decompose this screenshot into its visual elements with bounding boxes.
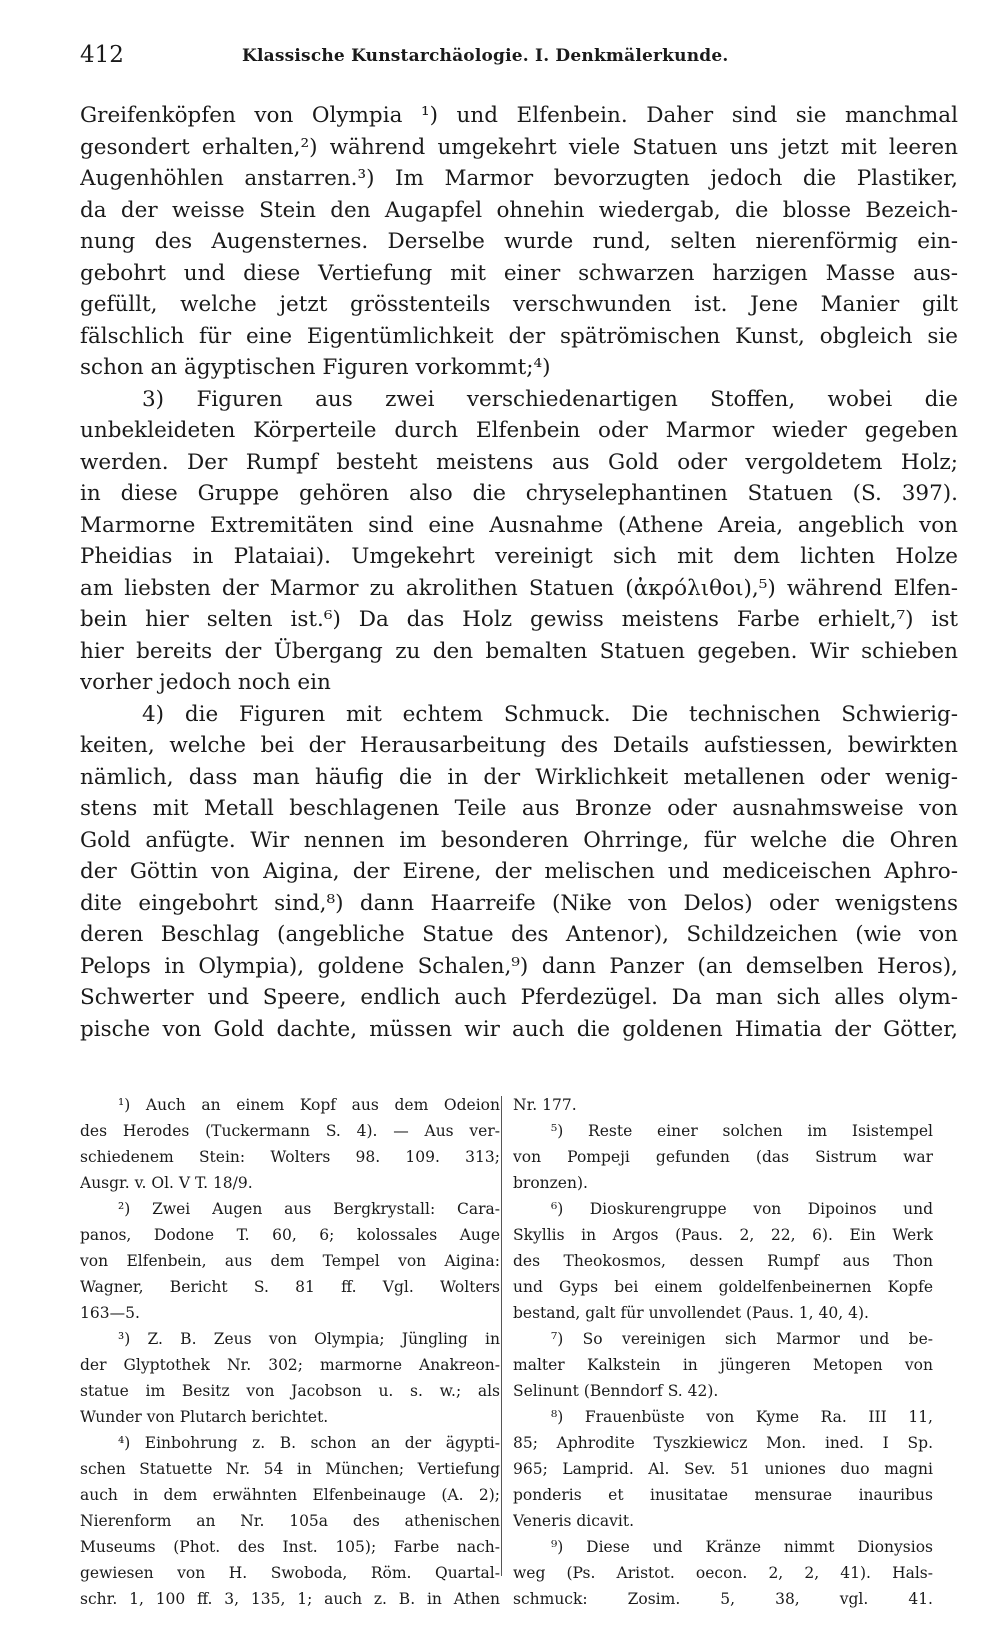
footnote-line: gewiesen von H. Swoboda, Röm. Quartal- (80, 1564, 500, 1582)
text-line: nämlich, dass man häufig die in der Wirklichkeit metallenen oder wenig- (80, 764, 958, 790)
text-line: da der weisse Stein den Augapfel ohnehin wiedergab, die blosse Bezeich- (80, 197, 958, 223)
footnote-line: ³) Z. B. Zeus von Olympia; Jüngling in (118, 1330, 500, 1348)
footnote-line: panos, Dodone T. 60, 6; kolossales Auge (80, 1226, 500, 1244)
footnote-line: bestand, galt für unvollendet (Paus. 1, 40, 4). (513, 1304, 869, 1322)
footnote-line: ¹) Auch an einem Kopf aus dem Odeion (118, 1096, 500, 1114)
text-line: werden. Der Rumpf besteht meistens aus Gold oder vergoldetem Holz; (80, 449, 958, 475)
footnote-line: Museums (Phot. des Inst. 105); Farbe nach- (80, 1538, 500, 1556)
column-divider (501, 1096, 502, 1576)
text-line: 3) Figuren aus zwei verschiedenartigen Stoffen, wobei die (142, 386, 958, 412)
footnote-line: Wagner, Bericht S. 81 ff. Vgl. Wolters (80, 1278, 500, 1296)
footnote-line: schr. 1, 100 ff. 3, 135, 1; auch z. B. in Athen (80, 1590, 500, 1608)
text-line: der Göttin von Aigina, der Eirene, der melischen und mediceischen Aphro- (80, 859, 958, 884)
footnote-line: von Pompeji gefunden (das Sistrum war (513, 1148, 933, 1166)
footnote-line: auch in dem erwähnten Elfenbeinauge (A. 2); (80, 1486, 500, 1504)
text-line: vorher jedoch noch ein (80, 670, 331, 695)
footnote-line: Wunder von Plutarch berichtet. (80, 1408, 329, 1426)
footnote-line: 85; Aphrodite Tyszkiewicz Mon. ined. I Sp. (513, 1434, 933, 1452)
footnote-line: 163—5. (80, 1304, 140, 1322)
text-line: pische von Gold dachte, müssen wir auch die goldenen Himatia der Götter, (80, 1016, 958, 1042)
footnote-line: bronzen). (513, 1174, 588, 1192)
page-header (80, 42, 960, 72)
footnote-line: Skyllis in Argos (Paus. 2, 22, 6). Ein Werk (513, 1226, 933, 1244)
footnotes-left-column (80, 1092, 500, 1612)
text-line: schon an ägyptischen Figuren vorkommt;⁴) (80, 355, 551, 380)
footnote-line: ponderis et inusitatae mensurae inauribus (513, 1486, 933, 1504)
main-text (80, 100, 958, 1045)
footnote-line: ⁶) Dioskurengruppe von Dipoinos und (551, 1200, 933, 1218)
footnote-line: malter Kalkstein in jüngeren Metopen von (513, 1356, 933, 1374)
text-line: bein hier selten ist.⁶) Da das Holz gewiss meistens Farbe erhielt,⁷) ist (80, 607, 958, 632)
text-line: unbekleideten Körperteile durch Elfenbein oder Marmor wieder gegeben (80, 418, 958, 443)
text-line: keiten, welche bei der Herausarbeitung des Details aufstiessen, bewirkten (80, 733, 958, 758)
footnote-line: von Elfenbein, aus dem Tempel von Aigina: (80, 1252, 500, 1270)
text-line: nung des Augensternes. Derselbe wurde rund, selten nierenförmig ein- (80, 229, 958, 254)
footnote-line: ⁷) So vereinigen sich Marmor und be- (551, 1330, 933, 1348)
text-line: Pelops in Olympia), goldene Schalen,⁹) dann Panzer (an demselben Heros), (80, 953, 958, 979)
footnote-line: ⁸) Frauenbüste von Kyme Ra. III 11, (551, 1408, 933, 1426)
text-line: in diese Gruppe gehören also die chryselephantinen Statuen (S. 397). (80, 481, 958, 506)
footnote-line: schiedenem Stein: Wolters 98. 109. 313; (80, 1148, 500, 1166)
text-line: Augenhöhlen anstarren.³) Im Marmor bevorzugten jedoch die Plastiker, (80, 166, 958, 191)
text-line: Marmorne Extremitäten sind eine Ausnahme (Athene Areia, angeblich von (80, 512, 958, 538)
footnote-line: statue im Besitz von Jacobson u. s. w.; als (80, 1382, 500, 1400)
text-line: Greifenköpfen von Olympia ¹) und Elfenbein. Daher sind sie manchmal (80, 103, 958, 128)
footnote-line: Selinunt (Benndorf S. 42). (513, 1382, 719, 1400)
footnote-line: ⁴) Einbohrung z. B. schon an der ägypti- (118, 1434, 500, 1452)
text-line: hier bereits der Übergang zu den bemalten Statuen gegeben. Wir schieben (80, 638, 958, 664)
text-line: deren Beschlag (angebliche Statue des Antenor), Schildzeichen (wie von (80, 922, 958, 947)
footnote-line: Ausgr. v. Ol. V T. 18/9. (80, 1174, 253, 1192)
footnote-line: schmuck: Zosim. 5, 38, vgl. 41. (513, 1590, 933, 1608)
footnote-line: ²) Zwei Augen aus Bergkrystall: Cara- (118, 1200, 500, 1218)
footnote-line: und Gyps bei einem goldelfenbeinernen Kopfe (513, 1278, 933, 1296)
footnote-line: des Theokosmos, dessen Rumpf aus Thon (513, 1252, 933, 1270)
footnote-line: Nr. 177. (513, 1096, 577, 1114)
page-number: 412 (80, 42, 124, 68)
text-line: Gold anfügte. Wir nennen im besonderen Ohrringe, für welche die Ohren (80, 827, 958, 853)
text-line: gesondert erhalten,²) während umgekehrt viele Statuen uns jetzt mit leeren (80, 134, 958, 160)
text-line: gebohrt und diese Vertiefung mit einer schwarzen harzigen Masse aus- (80, 260, 958, 286)
footnotes-right-column (513, 1092, 933, 1612)
footnote-line: ⁵) Reste einer solchen im Isistempel (551, 1122, 933, 1140)
running-head: Klassische Kunstarchäologie. I. Denkmälerkunde. (242, 46, 729, 66)
footnote-line: weg (Ps. Aristot. oecon. 2, 2, 41). Hals- (513, 1564, 933, 1582)
text-line: Schwerter und Speere, endlich auch Pferdezügel. Da man sich alles olym- (80, 985, 958, 1010)
text-line: gefüllt, welche jetzt grösstenteils verschwunden ist. Jene Manier gilt (80, 292, 958, 317)
footnote-line: ⁹) Diese und Kränze nimmt Dionysios (551, 1538, 933, 1556)
text-line: dite eingebohrt sind,⁸) dann Haarreife (Nike von Delos) oder wenigstens (80, 890, 958, 916)
text-line: 4) die Figuren mit echtem Schmuck. Die technischen Schwierig- (142, 701, 958, 727)
paragraph-eyes (80, 100, 958, 384)
text-line: Pheidias in Plataiai). Umgekehrt vereinigt sich mit dem lichten Holze (80, 544, 958, 569)
text-line: fälschlich für eine Eigentümlichkeit der spätrömischen Kunst, obgleich sie (80, 323, 958, 349)
section-3-paragraph (80, 384, 958, 699)
footnote-line: des Herodes (Tuckermann S. 4). — Aus ver- (80, 1122, 500, 1140)
text-line: stens mit Metall beschlagenen Teile aus Bronze oder ausnahmsweise von (80, 796, 958, 821)
footnotes (80, 1092, 960, 1608)
section-4-paragraph (80, 699, 958, 1046)
footnote-line: der Glyptothek Nr. 302; marmorne Anakreon- (80, 1356, 500, 1374)
footnote-line: Veneris dicavit. (513, 1512, 635, 1530)
footnote-line: 965; Lamprid. Al. Sev. 51 uniones duo magni (513, 1460, 933, 1478)
text-line: am liebsten der Marmor zu akrolithen Statuen (ἀκρόλιθοι),⁵) während Elfen- (80, 575, 958, 601)
footnote-line: schen Statuette Nr. 54 in München; Vertiefung (80, 1460, 500, 1478)
footnote-line: Nierenform an Nr. 105a des athenischen (80, 1512, 500, 1530)
